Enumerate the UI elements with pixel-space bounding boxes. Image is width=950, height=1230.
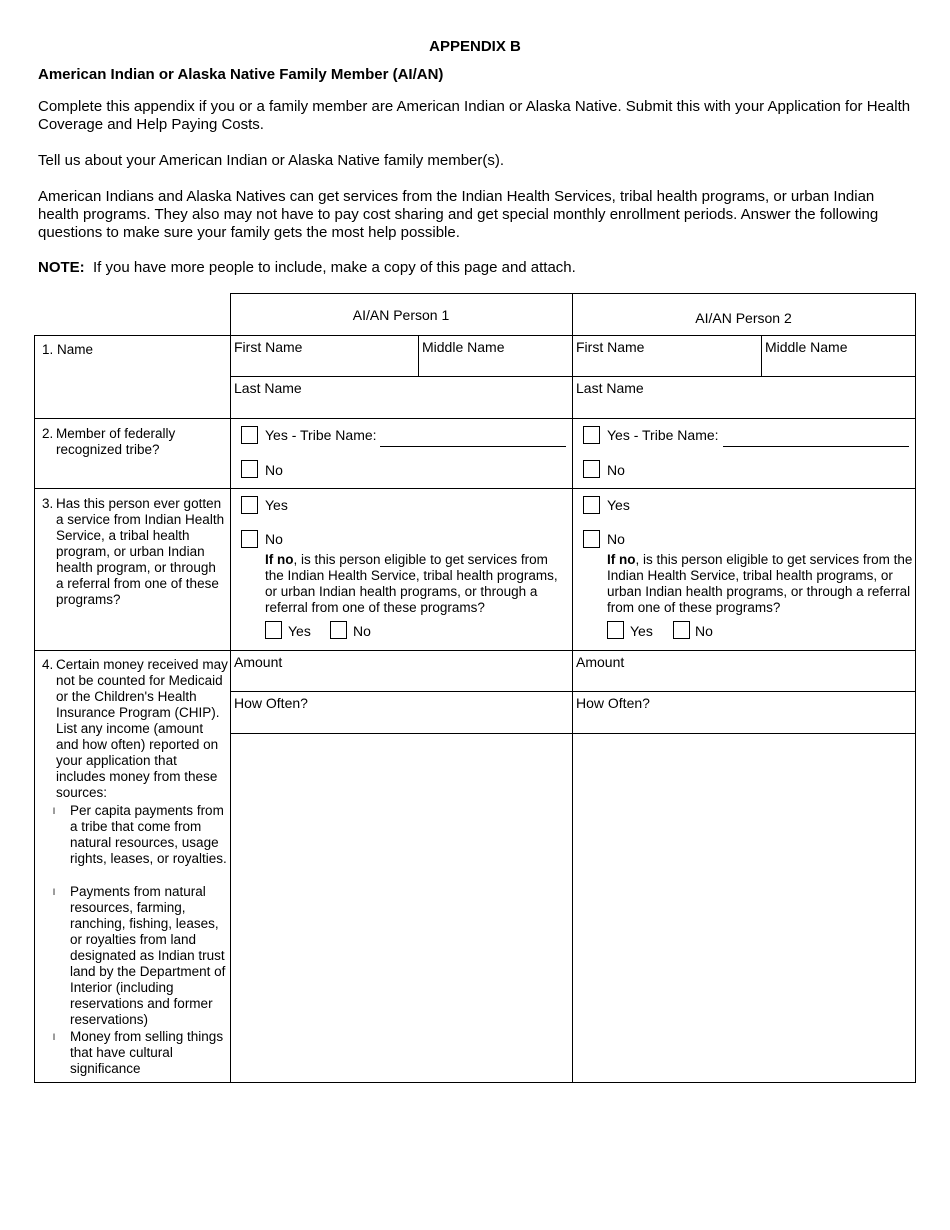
person1-tribe-yes-label: Yes - Tribe Name: [265, 427, 377, 443]
q4-bullet-item: Money from selling things that have cultural significance [70, 1029, 224, 1076]
person2-tribe-no-label: No [607, 462, 625, 478]
intro-paragraph: Complete this appendix if you or a family member are American Indian or Alaska Native. Submit this with your Application for Health Coverage and Help Paying Costs. [38, 98, 911, 133]
person2-service-yes-checkbox[interactable] [583, 496, 600, 514]
person2-middle-name-label: Middle Name [765, 339, 848, 355]
q1-label [42, 342, 93, 358]
person1-how-often-field[interactable] [231, 692, 572, 733]
person2-tribe-no-checkbox[interactable] [583, 460, 600, 478]
q4-number: 4. [42, 657, 54, 672]
bullet-glyph: l [53, 887, 55, 897]
person1-tribe-name-line[interactable] [380, 446, 566, 447]
person2-first-name-label: First Name [576, 339, 645, 355]
q4-bullet-item: Payments from natural resources, farming, ranching, fishing, leases, or royalties from land designated as Indian trust land by the Department of Interior (including reservations and former reservations) [70, 884, 226, 1027]
q2-text: Member of federally recognized tribe? [56, 426, 176, 457]
person2-eligible-no-label: No [695, 623, 713, 639]
person1-tribe-no-label: No [265, 462, 283, 478]
grid-line [915, 293, 916, 1082]
person1-eligible-yes-checkbox[interactable] [265, 621, 282, 639]
person1-service-no-label: No [265, 531, 283, 547]
person2-eligible-yes-checkbox[interactable] [607, 621, 624, 639]
person1-eligible-yes-label: Yes [288, 623, 311, 639]
person1-middle-name-field[interactable] [419, 336, 572, 376]
person1-amount-field[interactable] [231, 651, 572, 691]
person2-tribe-name-line[interactable] [723, 446, 909, 447]
person1-middle-name-label: Middle Name [422, 339, 505, 355]
q4-text: Certain money received may not be counted for Medicaid or the Children's Health Insurance Program (CHIP). List any income (amount and how often) reported on your application that includes money from these sources: [56, 657, 228, 800]
section-subtitle: American Indian or Alaska Native Family Member (AI/AN) [38, 66, 444, 83]
person1-last-name-field[interactable] [231, 377, 572, 418]
person1-service-yes-label: Yes [265, 497, 288, 513]
person1-first-name-label: First Name [234, 339, 303, 355]
person2-tribe-yes-label: Yes - Tribe Name: [607, 427, 719, 443]
person1-service-no-checkbox[interactable] [241, 530, 258, 548]
note-line [38, 259, 913, 277]
person1-amount-label: Amount [234, 654, 283, 670]
person2-how-often-field[interactable] [573, 692, 915, 733]
q1-number: 1. [42, 342, 54, 357]
person2-ifno-text: , is this person eligible to get services from the Indian Health Service, tribal health programs, or urban Indian health programs, or through a referral from one of these programs? [607, 552, 913, 615]
person1-tribe-yes-checkbox[interactable] [241, 426, 258, 444]
q3-number: 3. [42, 496, 54, 511]
person2-amount-field[interactable] [573, 651, 915, 691]
q3-text: Has this person ever gotten a service from Indian Health Service, a tribal health program, or urban Indian health program, or through a referral from one of these programs? [56, 496, 225, 607]
q4-bullet-item: Per capita payments from a tribe that come from natural resources, usage rights, leases, or royalties. [70, 803, 227, 866]
grid-line [34, 1082, 916, 1083]
person1-how-often-label: How Often? [234, 695, 308, 711]
person1-eligible-no-label: No [353, 623, 371, 639]
person2-middle-name-field[interactable] [762, 336, 915, 376]
person2-eligible-yes-label: Yes [630, 623, 653, 639]
person1-ifno-text: , is this person eligible to get services from the Indian Health Service, tribal health programs, or urban Indian health programs, or through a referral from one of these programs? [265, 552, 558, 615]
grid-line [230, 293, 916, 294]
person2-service-no-checkbox[interactable] [583, 530, 600, 548]
person2-service-no-label: No [607, 531, 625, 547]
person1-header: AI/AN Person 1 [352, 307, 450, 323]
grid-line [34, 335, 35, 1082]
person2-amount-label: Amount [576, 654, 625, 670]
grid-line [34, 418, 916, 419]
person2-service-yes-label: Yes [607, 497, 630, 513]
person2-eligibility-question [607, 552, 913, 616]
person1-service-yes-checkbox[interactable] [241, 496, 258, 514]
page-title: APPENDIX B [429, 38, 521, 55]
person1-first-name-field[interactable] [231, 336, 418, 376]
person1-ifno-bold: If no [265, 552, 294, 567]
person2-last-name-label: Last Name [576, 380, 644, 396]
person2-first-name-field[interactable] [573, 336, 761, 376]
instruction-paragraph: Tell us about your American Indian or Alaska Native family member(s). [38, 152, 505, 169]
person2-eligible-no-checkbox[interactable] [673, 621, 690, 639]
bullet-glyph: l [53, 1032, 55, 1042]
services-paragraph: American Indians and Alaska Natives can get services from the Indian Health Services, tribal health programs, or urban Indian health programs. They also may not have to pay cost sharing and get special monthly enrollment periods. Answer the following questions to make sure your family gets the most help possible. [38, 188, 879, 241]
person2-tribe-yes-checkbox[interactable] [583, 426, 600, 444]
q2-number: 2. [42, 426, 54, 441]
note-label: NOTE: [38, 259, 85, 276]
person1-last-name-label: Last Name [234, 380, 302, 396]
person1-eligible-no-checkbox[interactable] [330, 621, 347, 639]
person1-tribe-no-checkbox[interactable] [241, 460, 258, 478]
grid-line [34, 488, 916, 489]
person2-ifno-bold: If no [607, 552, 636, 567]
person1-eligibility-question [265, 552, 570, 616]
person2-header: AI/AN Person 2 [695, 310, 792, 326]
person2-how-often-label: How Often? [576, 695, 650, 711]
person2-income-notes-area[interactable] [573, 734, 915, 1082]
person2-last-name-field[interactable] [573, 377, 915, 418]
note-text: If you have more people to include, make a copy of this page and attach. [93, 259, 576, 276]
bullet-glyph: l [53, 806, 55, 816]
q1-text: Name [57, 342, 94, 357]
person1-income-notes-area[interactable] [231, 734, 572, 1082]
